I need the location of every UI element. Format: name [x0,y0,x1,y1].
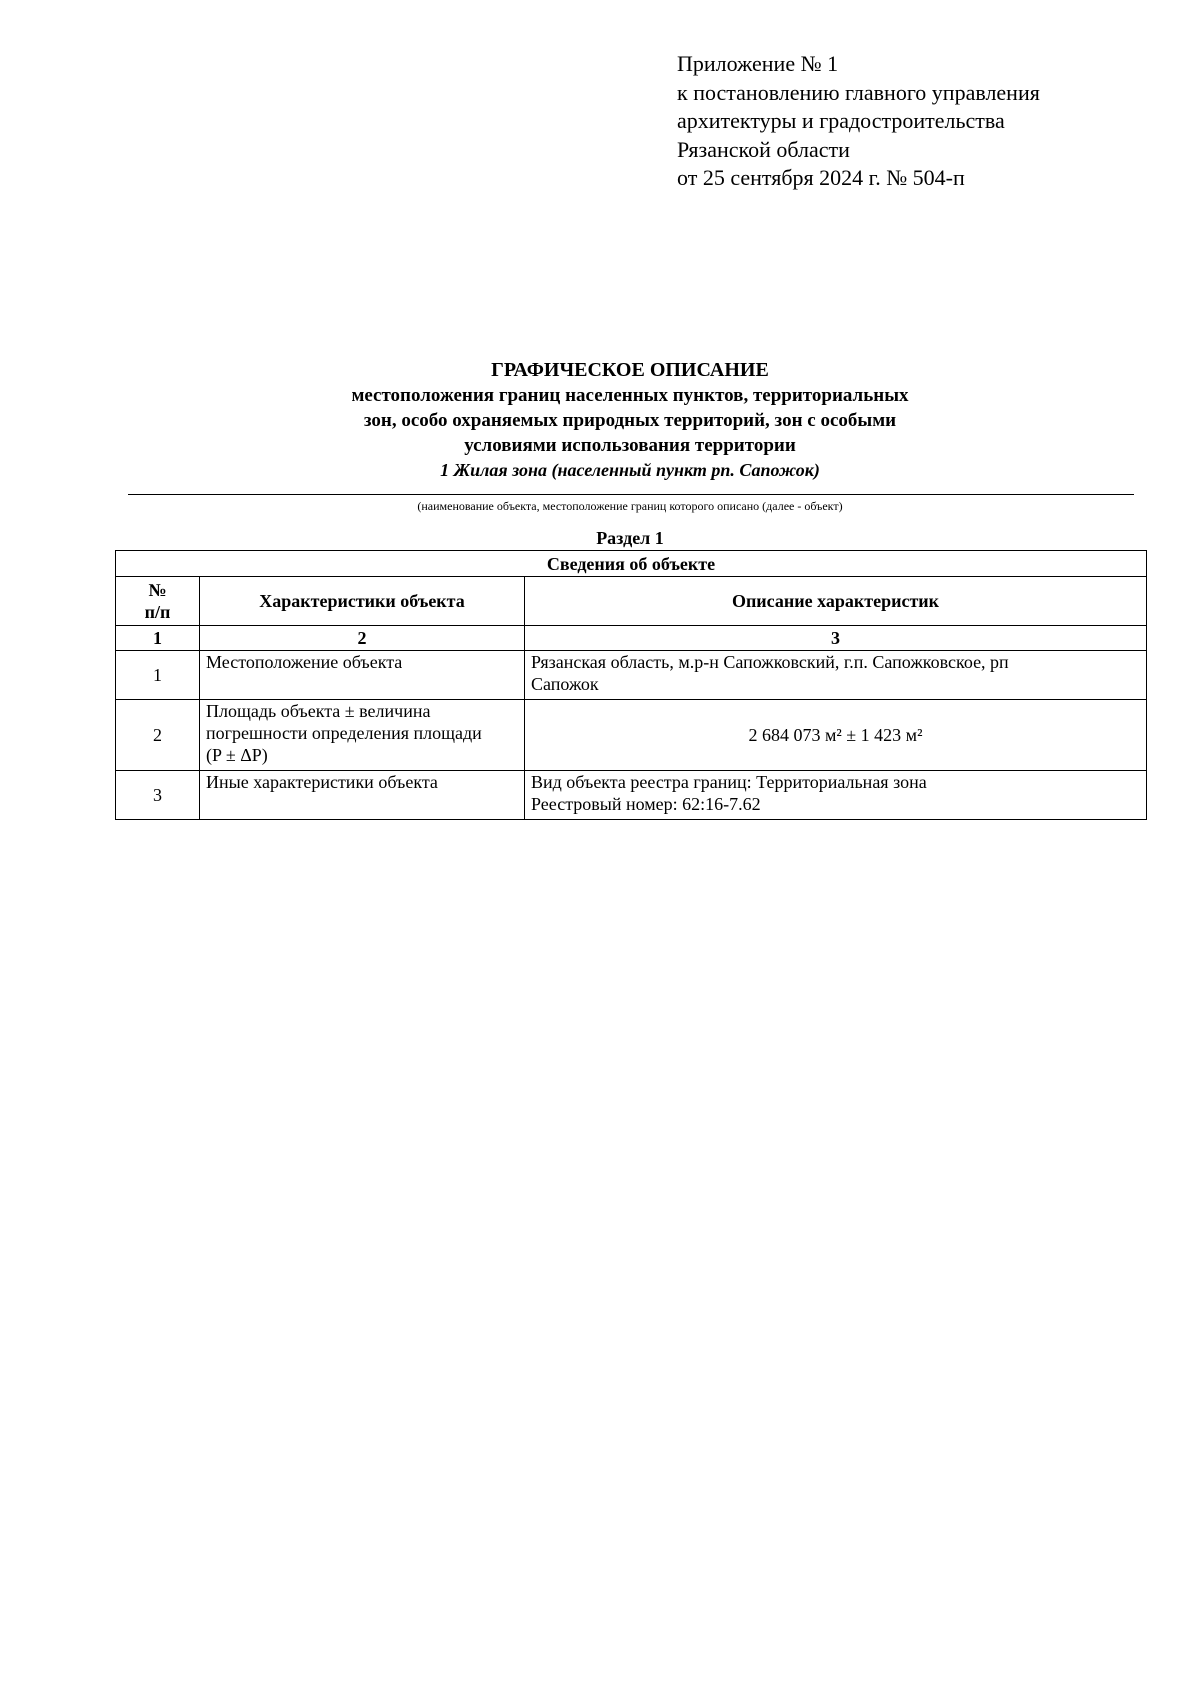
column-index: 1 [116,626,200,651]
table-caption: Сведения об объекте [116,551,1147,577]
appendix-line: архитектуры и градостроительства [677,108,1005,133]
table-row [116,771,1147,820]
title-line: зон, особо охраняемых природных территорий, зон с особыми [363,410,897,431]
document-title [0,358,1200,483]
cell-line: Вид объекта реестра границ: Территориальная зона [531,772,927,792]
cell-line: Реестровый номер: 62:16-7.62 [531,794,761,814]
cell-line: Местоположение объекта [206,652,403,672]
section-label: Раздел 1 [596,528,664,548]
row-description [525,771,1147,820]
table-caption-row [116,551,1147,577]
row-number: 3 [116,771,200,820]
column-index: 3 [525,626,1147,651]
column-index: 2 [200,626,525,651]
cell-line: Сапожок [531,674,599,694]
row-description [525,651,1147,700]
object-info-table [115,550,1147,820]
object-name: 1 Жилая зона (населенный пункт рп. Сапожок) [440,460,820,480]
title-main: ГРАФИЧЕСКОЕ ОПИСАНИЕ [491,359,769,381]
cell-line: Рязанская область, м.р-н Сапожковский, г.п. Сапожковское, рп [531,652,1009,672]
cell-line: (P ± ΔP) [206,745,268,765]
header-num-line: п/п [144,602,171,622]
object-name-caption: (наименование объекта, местоположение границ которого описано (далее - объект) [417,499,843,513]
row-characteristic [200,771,525,820]
header-characteristic: Характеристики объекта [200,577,525,626]
cell-line: погрешности определения площади [206,723,482,743]
header-num [116,577,200,626]
appendix-line: Рязанской области [677,136,850,162]
row-characteristic [200,700,525,771]
row-number: 2 [116,700,200,771]
appendix-line: к постановлению главного управления [677,79,1040,105]
appendix-line: Приложение № 1 [677,51,839,76]
cell-line: Площадь объекта ± величина [206,701,431,721]
cell-line: Иные характеристики объекта [206,772,438,792]
appendix-line: от 25 сентября 2024 г. № 504-п [677,165,965,190]
table-header-row [116,577,1147,626]
object-name-underline [128,494,1134,495]
cell-line: 2 684 073 м² ± 1 423 м² [748,725,923,745]
title-line: местоположения границ населенных пунктов, территориальных [351,385,909,406]
row-number: 1 [116,651,200,700]
column-index-row [116,626,1147,651]
appendix-header [677,50,1040,193]
table-row [116,700,1147,771]
header-num-line: № [148,580,167,600]
row-description [525,700,1147,771]
title-line: условиями использования территории [464,435,796,456]
row-characteristic [200,651,525,700]
table-row [116,651,1147,700]
header-description: Описание характеристик [525,577,1147,626]
